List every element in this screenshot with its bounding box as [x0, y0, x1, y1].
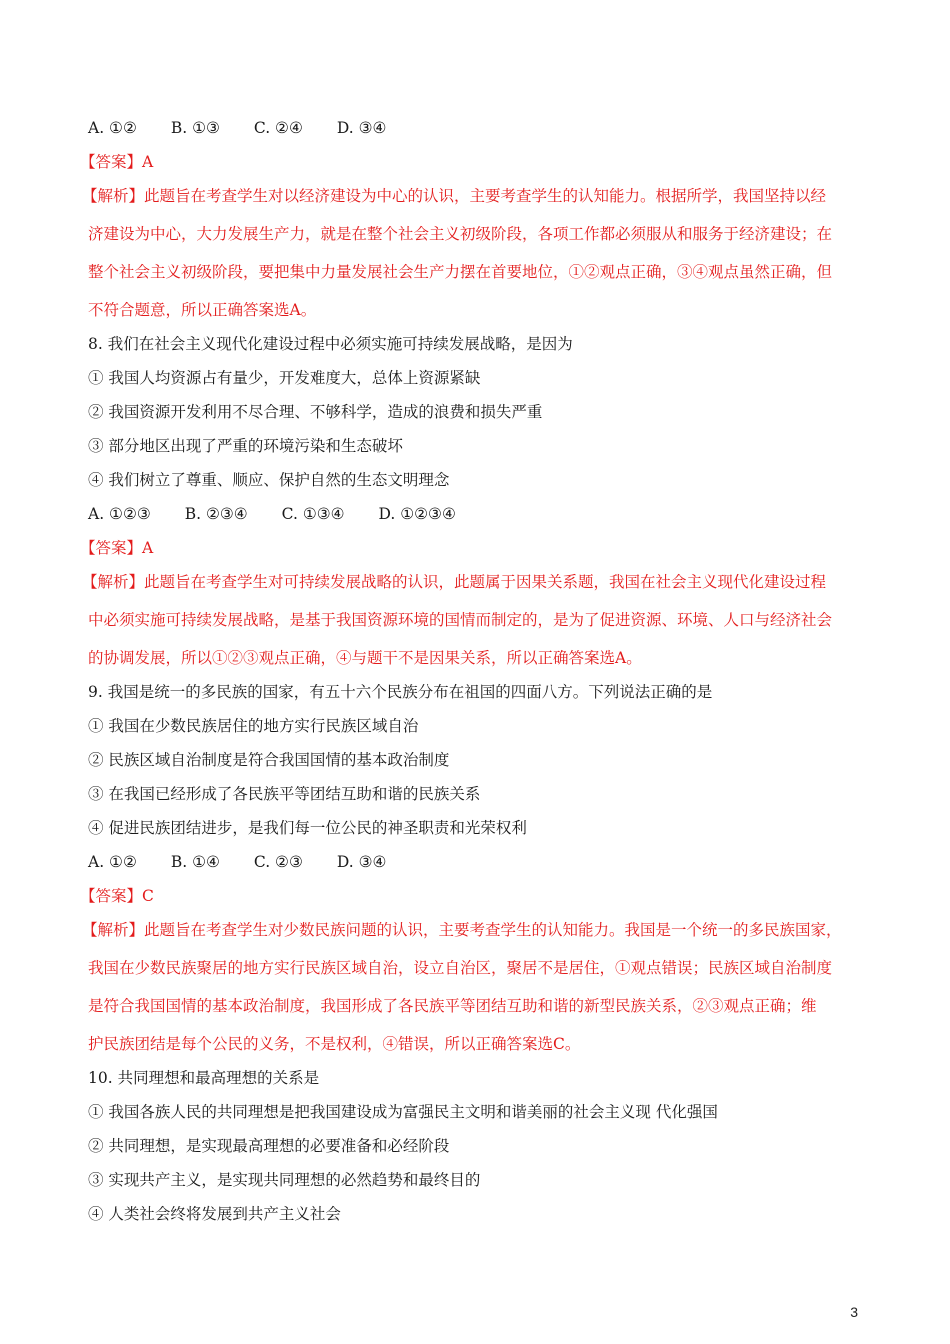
q8-option-c: C. ①③④: [281, 505, 345, 523]
q7-option-b: B. ①③: [170, 119, 220, 137]
q9-item: ③ 在我国已经形成了各民族平等团结互助和谐的民族关系: [88, 785, 481, 803]
q10-item: ④ 人类社会终将发展到共产主义社会: [88, 1205, 341, 1223]
q9-analysis-line: 是符合我国国情的基本政治制度，我国形成了各民族平等团结互助和谐的新型民族关系，②③观点正确；维: [88, 997, 817, 1015]
q7-analysis-line: 济建设为中心，大力发展生产力，就是在整个社会主义初级阶段，各项工作都必须服从和服务于经济建设；在: [88, 225, 833, 243]
page-number: 3: [850, 1304, 858, 1320]
q8-item: ② 我国资源开发利用不尽合理、不够科学，造成的浪费和损失严重: [88, 403, 543, 421]
q8-analysis-line: 中必须实施可持续发展战略，是基于我国资源环境的国情而制定的，是为了促进资源、环境、人口与经济社会: [88, 611, 833, 629]
q7-option-a: A. ①②: [88, 119, 137, 137]
q8-answer: 【答案】A: [80, 539, 154, 557]
q8-option-d: D. ①②③④: [378, 505, 456, 523]
q10-item: ② 共同理想，是实现最高理想的必要准备和必经阶段: [88, 1137, 450, 1155]
q7-analysis-line: 整个社会主义初级阶段，要把集中力量发展社会生产力摆在首要地位，①②观点正确，③④观点虽然正确，但: [88, 263, 833, 281]
q7-option-d: D. ③④: [336, 119, 387, 137]
q9-analysis-line: 护民族团结是每个公民的义务，不是权利，④错误，所以正确答案选C。: [88, 1035, 581, 1053]
q9-question: 9. 我国是统一的多民族的国家，有五十六个民族分布在祖国的四面八方。下列说法正确的是: [88, 683, 713, 701]
q9-option-a: A. ①②: [88, 853, 137, 871]
q10-question: 10. 共同理想和最高理想的关系是: [88, 1069, 320, 1087]
q7-analysis-line: 不符合题意，所以正确答案选A。: [88, 301, 317, 319]
q8-analysis-line: 【解析】此题旨在考查学生对可持续发展战略的认识，此题属于因果关系题，我国在社会主义现代化建设过程: [82, 573, 827, 591]
q9-item: ① 我国在少数民族居住的地方实行民族区域自治: [88, 717, 419, 735]
q8-question: 8. 我们在社会主义现代化建设过程中必须实施可持续发展战略，是因为: [88, 335, 573, 353]
q8-option-b: B. ②③④: [184, 505, 248, 523]
q9-item: ② 民族区域自治制度是符合我国国情的基本政治制度: [88, 751, 450, 769]
q8-options: [88, 504, 868, 524]
q8-option-a: A. ①②③: [88, 505, 151, 523]
q9-item: ④ 促进民族团结进步，是我们每一位公民的神圣职责和光荣权利: [88, 819, 527, 837]
q9-option-d: D. ③④: [336, 853, 387, 871]
q7-answer: 【答案】A: [80, 153, 154, 171]
q8-item: ④ 我们树立了尊重、顺应、保护自然的生态文明理念: [88, 471, 450, 489]
q8-item: ① 我国人均资源占有量少，开发难度大，总体上资源紧缺: [88, 369, 481, 387]
q9-options: [88, 852, 868, 872]
q7-analysis-line: 【解析】此题旨在考查学生对以经济建设为中心的认识，主要考查学生的认知能力。根据所学，我国坚持以经: [82, 187, 827, 205]
q8-item: ③ 部分地区出现了严重的环境污染和生态破坏: [88, 437, 403, 455]
q9-answer: 【答案】C: [80, 887, 154, 905]
q10-item: ③ 实现共产主义，是实现共同理想的必然趋势和最终目的: [88, 1171, 481, 1189]
q9-option-c: C. ②③: [253, 853, 303, 871]
q9-analysis-line: 【解析】此题旨在考查学生对少数民族问题的认识，主要考查学生的认知能力。我国是一个统一的多民族国家，: [82, 921, 842, 939]
q9-option-b: B. ①④: [170, 853, 220, 871]
q9-analysis-line: 我国在少数民族聚居的地方实行民族区域自治，设立自治区，聚居不是居住，①观点错误；民族区域自治制度: [88, 959, 833, 977]
q7-options: [88, 118, 868, 138]
q10-item: ① 我国各族人民的共同理想是把我国建设成为富强民主文明和谐美丽的社会主义现 代化强国: [88, 1103, 718, 1121]
q8-analysis-line: 的协调发展，所以①②③观点正确，④与题干不是因果关系，所以正确答案选A。: [88, 649, 642, 667]
q7-option-c: C. ②④: [253, 119, 303, 137]
